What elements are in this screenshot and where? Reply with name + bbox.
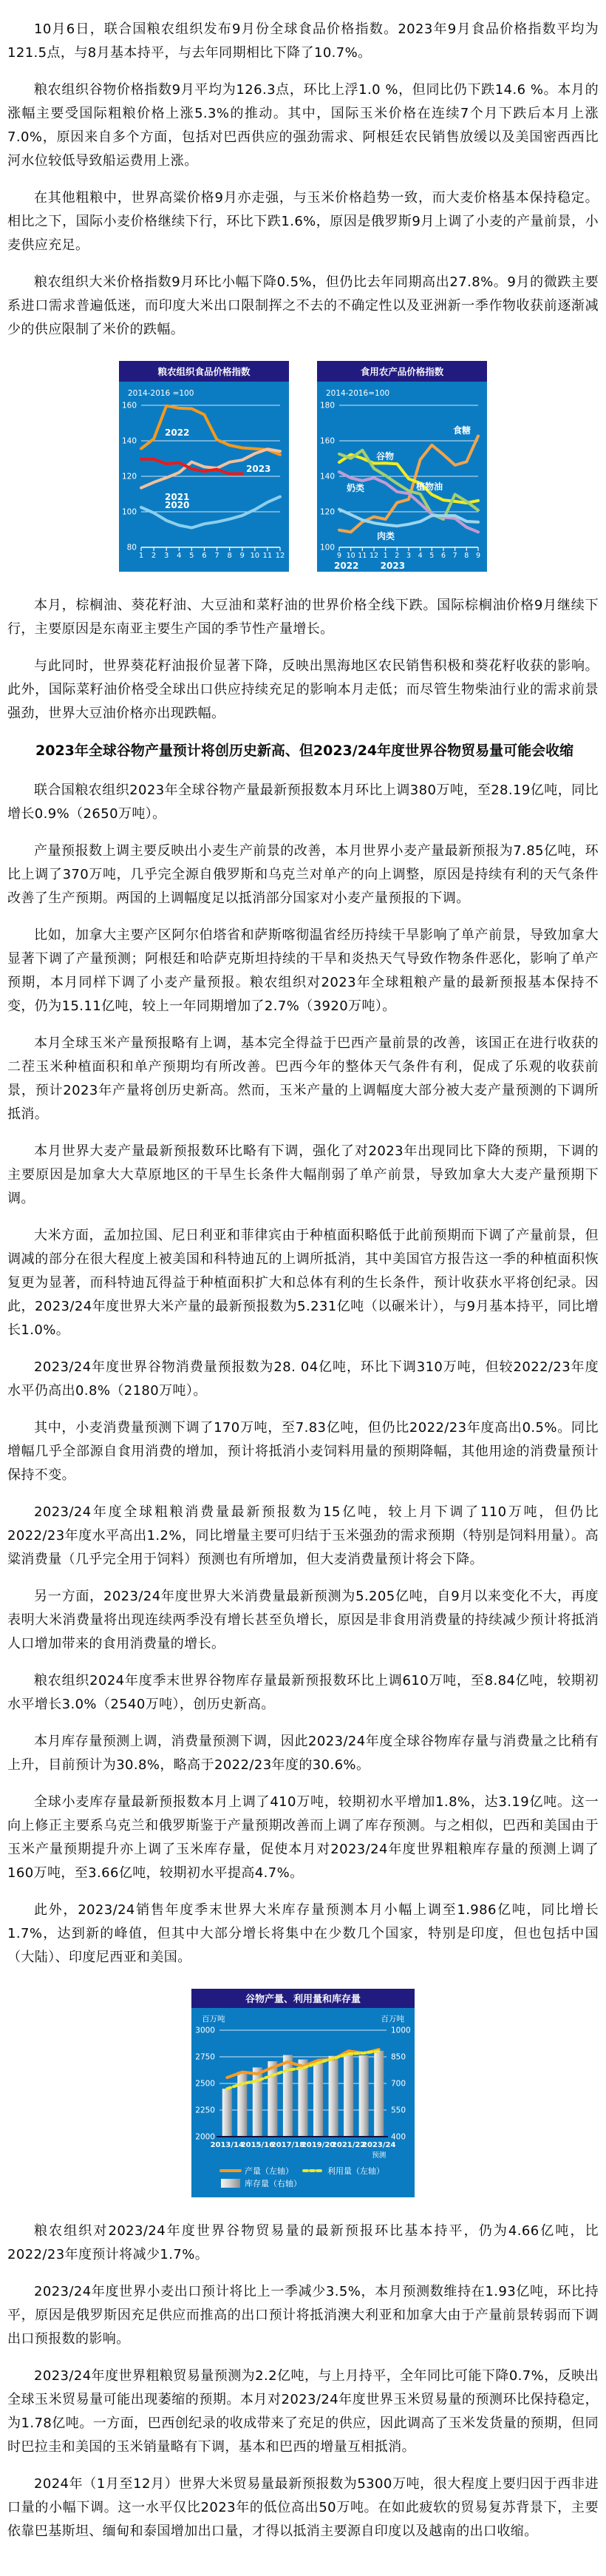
- paragraph: 2023/24年度世界小麦出口预计将比上一季减少3.5%，本月预测数维持在1.93亿吨，环比持平，原因是俄罗斯因充足供应而推高的出口预计将抵消澳大利亚和加拿大由于产量前景转弱而下调出口预报数的影响。: [7, 2284, 599, 2347]
- svg-text:1000: 1000: [391, 2026, 411, 2035]
- paragraph: 2024年（1月至12月）世界大米贸易量最新预报数为5300万吨，很大程度上要归因于西非进口量的小幅下调。这一水平仅比2023年的低位高出50万吨。在如此疲软的贸易复苏背景下，主要依靠巴基斯坦、缅甸和泰国增加出口量，才得以抵消主要源自印度以及越南的出口收缩。: [7, 2476, 599, 2539]
- svg-text:11: 11: [262, 552, 273, 560]
- svg-text:9: 9: [475, 552, 481, 560]
- svg-text:9: 9: [336, 552, 342, 560]
- paragraph: 其中，小麦消费量预测下调了170万吨，至7.83亿吨，但仍比2022/23年度高出0.5%。同比增幅几乎全部源自食用消费的增加，预计将抵消小麦饲料用量的预期降幅，其他用途的消费量预计保持不变。: [7, 1420, 599, 1483]
- svg-text:2014-2016 =100: 2014-2016 =100: [128, 389, 194, 398]
- svg-text:百万吨: 百万吨: [202, 2015, 225, 2024]
- article-section-trade: [7, 2220, 599, 2543]
- svg-text:700: 700: [391, 2079, 406, 2089]
- section-heading: 2023年全球谷物产量预计将创历史新高、但2023/24年度世界谷物贸易量可能会收缩: [35, 743, 574, 759]
- paragraph: 2023/24年度全球粗粮消费量最新预报数为15亿吨，较上月下调了110万吨，但仍比2022/23年度水平高出1.2%，同比增量主要可归结于玉米强劲的需求预期（特别是饲料用量）。高粱消费量（几乎完全用于饲料）预测也有所增加，但大麦消费量预计将会下降。: [7, 1504, 599, 1567]
- paragraph: 2023/24年度世界谷物消费量预报数为28. 04亿吨，环比下调310万吨，但较2022/23年度水平仍高出0.8%（2180万吨）。: [7, 1359, 599, 1399]
- svg-text:10: 10: [346, 552, 355, 560]
- paragraph: 粮农组织大米价格指数9月环比小幅下降0.5%，但仍比去年同期高出27.8%。9月的微跌主要系进口需求普遍低迷，而印度大米出口限制挥之不去的不确定性以及亚洲新一季作物收获前逐渐减少的供应限制了米价的跌幅。: [7, 274, 599, 337]
- svg-text:1: 1: [383, 552, 388, 560]
- svg-text:120: 120: [121, 472, 137, 481]
- svg-text:2022: 2022: [334, 561, 359, 571]
- svg-text:2500: 2500: [195, 2079, 215, 2089]
- paragraph: 10月6日，联合国粮农组织发布9月份全球食品价格指数。2023年9月食品价格指数平均为121.5点，与8月基本持平，与去年同期相比下降了10.7%。: [7, 21, 599, 61]
- svg-text:6: 6: [440, 552, 446, 560]
- svg-text:2013/14: 2013/14: [210, 2141, 244, 2149]
- paragraph: 本月全球玉米产量预报略有上调，基本完全得益于巴西产量前景的改善，该国正在进行收获的二茬玉米种植面积和单产预期均有所改善。巴西今年的整体天气条件有利，促成了乐观的收获前景，预计2023年产量将创历史新高。然而，玉米产量的上调幅度大部分被大麦产量预测的下调所抵消。: [7, 1035, 599, 1122]
- svg-text:谷物: 谷物: [375, 451, 395, 462]
- svg-text:11: 11: [358, 552, 367, 560]
- svg-text:2021: 2021: [165, 492, 190, 502]
- paragraph: 联合国粮农组织2023年全球谷物产量最新预报数本月环比上调380万吨，至28.19亿吨，同比增长0.9%（2650万吨）。: [7, 782, 599, 822]
- svg-text:80: 80: [126, 543, 137, 552]
- svg-text:食糖: 食糖: [452, 425, 471, 436]
- svg-text:2014-2016=100: 2014-2016=100: [326, 389, 390, 398]
- svg-text:140: 140: [319, 472, 335, 481]
- svg-text:100: 100: [121, 507, 137, 517]
- svg-text:8: 8: [227, 552, 232, 560]
- svg-text:产量（左轴）: 产量（左轴）: [245, 2166, 293, 2176]
- svg-text:850: 850: [391, 2052, 406, 2062]
- svg-text:180: 180: [319, 401, 335, 410]
- price-index-charts-row: [7, 361, 599, 572]
- svg-text:400: 400: [391, 2132, 406, 2142]
- svg-text:2017/18: 2017/18: [270, 2141, 305, 2149]
- svg-text:食用农产品价格指数: 食用农产品价格指数: [360, 366, 444, 377]
- paragraph: 粮农组织谷物价格指数9月平均为126.3点，环比上浮1.0 %，但同比仍下跌14.6 %。本月的涨幅主要受国际粗粮价格上涨5.3%的推动。其中，国际玉米价格在连续7个月下跌后本月上涨7.0%，原因来自多个方面，包括对巴西供应的强劲需求、阿根廷农民销售放缓以及美国密西西比河水位较低导致船运费用上涨。: [7, 82, 599, 169]
- svg-text:奶类: 奶类: [346, 483, 365, 493]
- paragraph: 比如，加拿大主要产区阿尔伯塔省和萨斯喀彻温省经历持续干旱影响了单产前景，导致加拿大显著下调了产量预测；阿根廷和哈萨克斯坦持续的干旱和炎热天气导致作物条件恶化，影响了单产预期，本月同样下调了小麦产量预报。粮农组织对2023年全球粗粮产量的最新预报基本保持不变，仍为15.11亿吨，较上一年同期增加了2.7%（3920万吨）。: [7, 927, 599, 1014]
- svg-text:2019/20: 2019/20: [301, 2141, 336, 2149]
- paragraph: 本月世界大麦产量最新预报数环比略有下调，强化了对2023年出现同比下降的预期，下调的主要原因是加拿大大草原地区的干旱生长条件大幅削弱了单产前景，导致加拿大大麦产量预期下调。: [7, 1143, 599, 1206]
- svg-text:粮农组织食品价格指数: 粮农组织食品价格指数: [157, 366, 251, 377]
- svg-text:2250: 2250: [195, 2106, 215, 2115]
- svg-text:2750: 2750: [195, 2052, 215, 2062]
- svg-text:160: 160: [121, 401, 137, 410]
- paragraph: 粮农组织2024年度季末世界谷物库存量最新预报数环比上调610万吨，至8.84亿吨，较期初水平增长3.0%（2540万吨），创历史新高。: [7, 1673, 599, 1712]
- svg-text:160: 160: [319, 436, 335, 446]
- paragraph: 本月，棕榈油、葵花籽油、大豆油和菜籽油的世界价格全线下跌。国际棕榈油价格9月继续下行，主要原因是东南亚主要生产国的季节性产量增长。: [7, 598, 599, 637]
- food-agricultural-product-price-index-chart: [317, 361, 487, 572]
- svg-text:7: 7: [214, 552, 219, 560]
- svg-text:2023/24: 2023/24: [362, 2141, 396, 2149]
- svg-text:3: 3: [406, 552, 412, 560]
- paragraph: 在其他粗粮中，世界高粱价格9月亦走强，与玉米价格趋势一致，而大麦价格基本保持稳定。相比之下，国际小麦价格继续下行，环比下跌1.6%，原因是俄罗斯9月上调了小麦的产量前景，小麦供应充足。: [7, 190, 599, 253]
- svg-text:1: 1: [138, 552, 144, 560]
- paragraph: 本月库存量预测上调，消费量预测下调，因此2023/24年度全球谷物库存量与消费量之比稍有上升，目前预计为30.8%，略高于2022/23年度的30.6%。: [7, 1734, 599, 1773]
- svg-text:2: 2: [395, 552, 400, 560]
- svg-text:2022: 2022: [165, 427, 190, 438]
- cereal-balance-chart-row: [7, 1989, 599, 2197]
- paragraph: 另一方面，2023/24年度世界大米消费量最新预测为5.205亿吨，自9月以来变化不大，再度表明大米消费量将出现连续两季没有增长甚至负增长，原因是非食用消费量的持续减少预计将抵消人口增加带来的食用消费量的增长。: [7, 1589, 599, 1652]
- svg-text:植物油: 植物油: [415, 481, 443, 492]
- svg-text:7: 7: [452, 552, 457, 560]
- svg-text:5: 5: [429, 552, 435, 560]
- paragraph: 粮农组织对2023/24年度世界谷物贸易量的最新预报环比基本持平，仍为4.66亿吨，比2022/23年度预计将减少1.7%。: [7, 2223, 599, 2262]
- paragraph: 此外，2023/24销售年度季末世界大米库存量预测本月小幅上调至1.986亿吨，同比增长1.7%，达到新的峰值，但其中大部分增长将集中在少数几个国家，特别是印度，但也包括中国（大陆）、印度尼西亚和美国。: [7, 1902, 599, 1965]
- paragraph: 产量预报数上调主要反映出小麦生产前景的改善，本月世界小麦产量最新预报为7.85亿吨，环比上调了370万吨，几乎完全源自俄罗斯和乌克兰对单产的向上调整，原因是持续有利的天气条件改善了生产预期。两国的上调幅度足以抵消部分国家对小麦产量预报的下调。: [7, 843, 599, 906]
- svg-text:6: 6: [202, 552, 207, 560]
- svg-text:4: 4: [177, 552, 182, 560]
- svg-text:预测: 预测: [372, 2151, 387, 2160]
- svg-text:2000: 2000: [195, 2132, 215, 2142]
- paragraph: 2023/24年度世界粗粮贸易量预测为2.2亿吨，与上月持平，全年同比可能下降0.7%，反映出全球玉米贸易量可能出现萎缩的预期。本月对2023/24年度世界玉米贸易量的预测环比保持稳定，为1.78亿吨。一方面，巴西创纪录的收成带来了充足的供应，因此调高了玉米发货量的预期，但同时巴拉圭和美国的玉米销量略有下调，基本和巴西的增量互相抵消。: [7, 2368, 599, 2455]
- svg-text:2023: 2023: [246, 464, 271, 474]
- svg-text:2023: 2023: [380, 561, 406, 571]
- paragraph: 大米方面，孟加拉国、尼日利亚和菲律宾由于种植面积略低于此前预期而下调了产量前景，但调减的部分在很大程度上被美国和科特迪瓦的上调所抵消，其中美国官方报告这一季的种植面积恢复更为显著，而科特迪瓦得益于种植面积扩大和总体有利的生长条件，预计收获水平将创纪录。因此，2023/24年度世界大米产量的最新预报数为5.231亿吨（以碾米计），与9月基本持平，同比增长1.0%。: [7, 1228, 599, 1338]
- paragraph: 全球小麦库存量最新预报数本月上调了410万吨，较期初水平增加1.8%，达3.19亿吨。这一向上修正主要系乌克兰和俄罗斯鉴于产量预期改善而上调了库存预测。与之相似，巴西和美国由于玉米产量预期提升亦上调了玉米库存量，促使本月对2023/24年度世界粗粮库存量的预测上调了160万吨，至3.66亿吨，较期初水平提高4.7%。: [7, 1794, 599, 1881]
- svg-text:百万吨: 百万吨: [381, 2015, 404, 2024]
- svg-text:2: 2: [151, 552, 157, 560]
- svg-text:3: 3: [163, 552, 169, 560]
- svg-text:10: 10: [250, 552, 260, 560]
- svg-text:12: 12: [275, 552, 285, 560]
- paragraph: 与此同时，世界葵花籽油报价显著下降，反映出黑海地区农民销售积极和葵花籽收获的影响。此外，国际菜籽油价格受全球出口供应持续充足的影响本月走低；而尽管生物柴油行业的需求前景强劲，世界大豆油价格亦出现跌幅。: [7, 658, 599, 721]
- svg-text:120: 120: [319, 507, 335, 517]
- article-section-production-stocks: [7, 594, 599, 1970]
- svg-text:2021/22: 2021/22: [331, 2141, 366, 2149]
- svg-text:5: 5: [189, 552, 194, 560]
- svg-text:550: 550: [391, 2106, 406, 2115]
- article-section-price-indices: [7, 18, 599, 342]
- svg-text:4: 4: [418, 552, 423, 560]
- cereal-production-utilization-stocks-chart: [191, 1989, 415, 2197]
- fao-food-price-index-chart: [119, 361, 289, 572]
- svg-text:2020: 2020: [165, 500, 190, 510]
- svg-text:谷物产量、利用量和库存量: 谷物产量、利用量和库存量: [245, 1994, 361, 2005]
- svg-text:利用量（左轴）: 利用量（左轴）: [327, 2166, 384, 2176]
- svg-text:3000: 3000: [195, 2026, 215, 2035]
- svg-text:9: 9: [239, 552, 245, 560]
- svg-text:100: 100: [319, 543, 335, 552]
- svg-text:140: 140: [121, 436, 137, 446]
- svg-text:12: 12: [369, 552, 379, 560]
- svg-text:8: 8: [464, 552, 469, 560]
- svg-text:库存量（右轴）: 库存量（右轴）: [245, 2179, 302, 2188]
- svg-text:肉类: 肉类: [376, 531, 395, 541]
- svg-text:2015/16: 2015/16: [240, 2141, 275, 2149]
